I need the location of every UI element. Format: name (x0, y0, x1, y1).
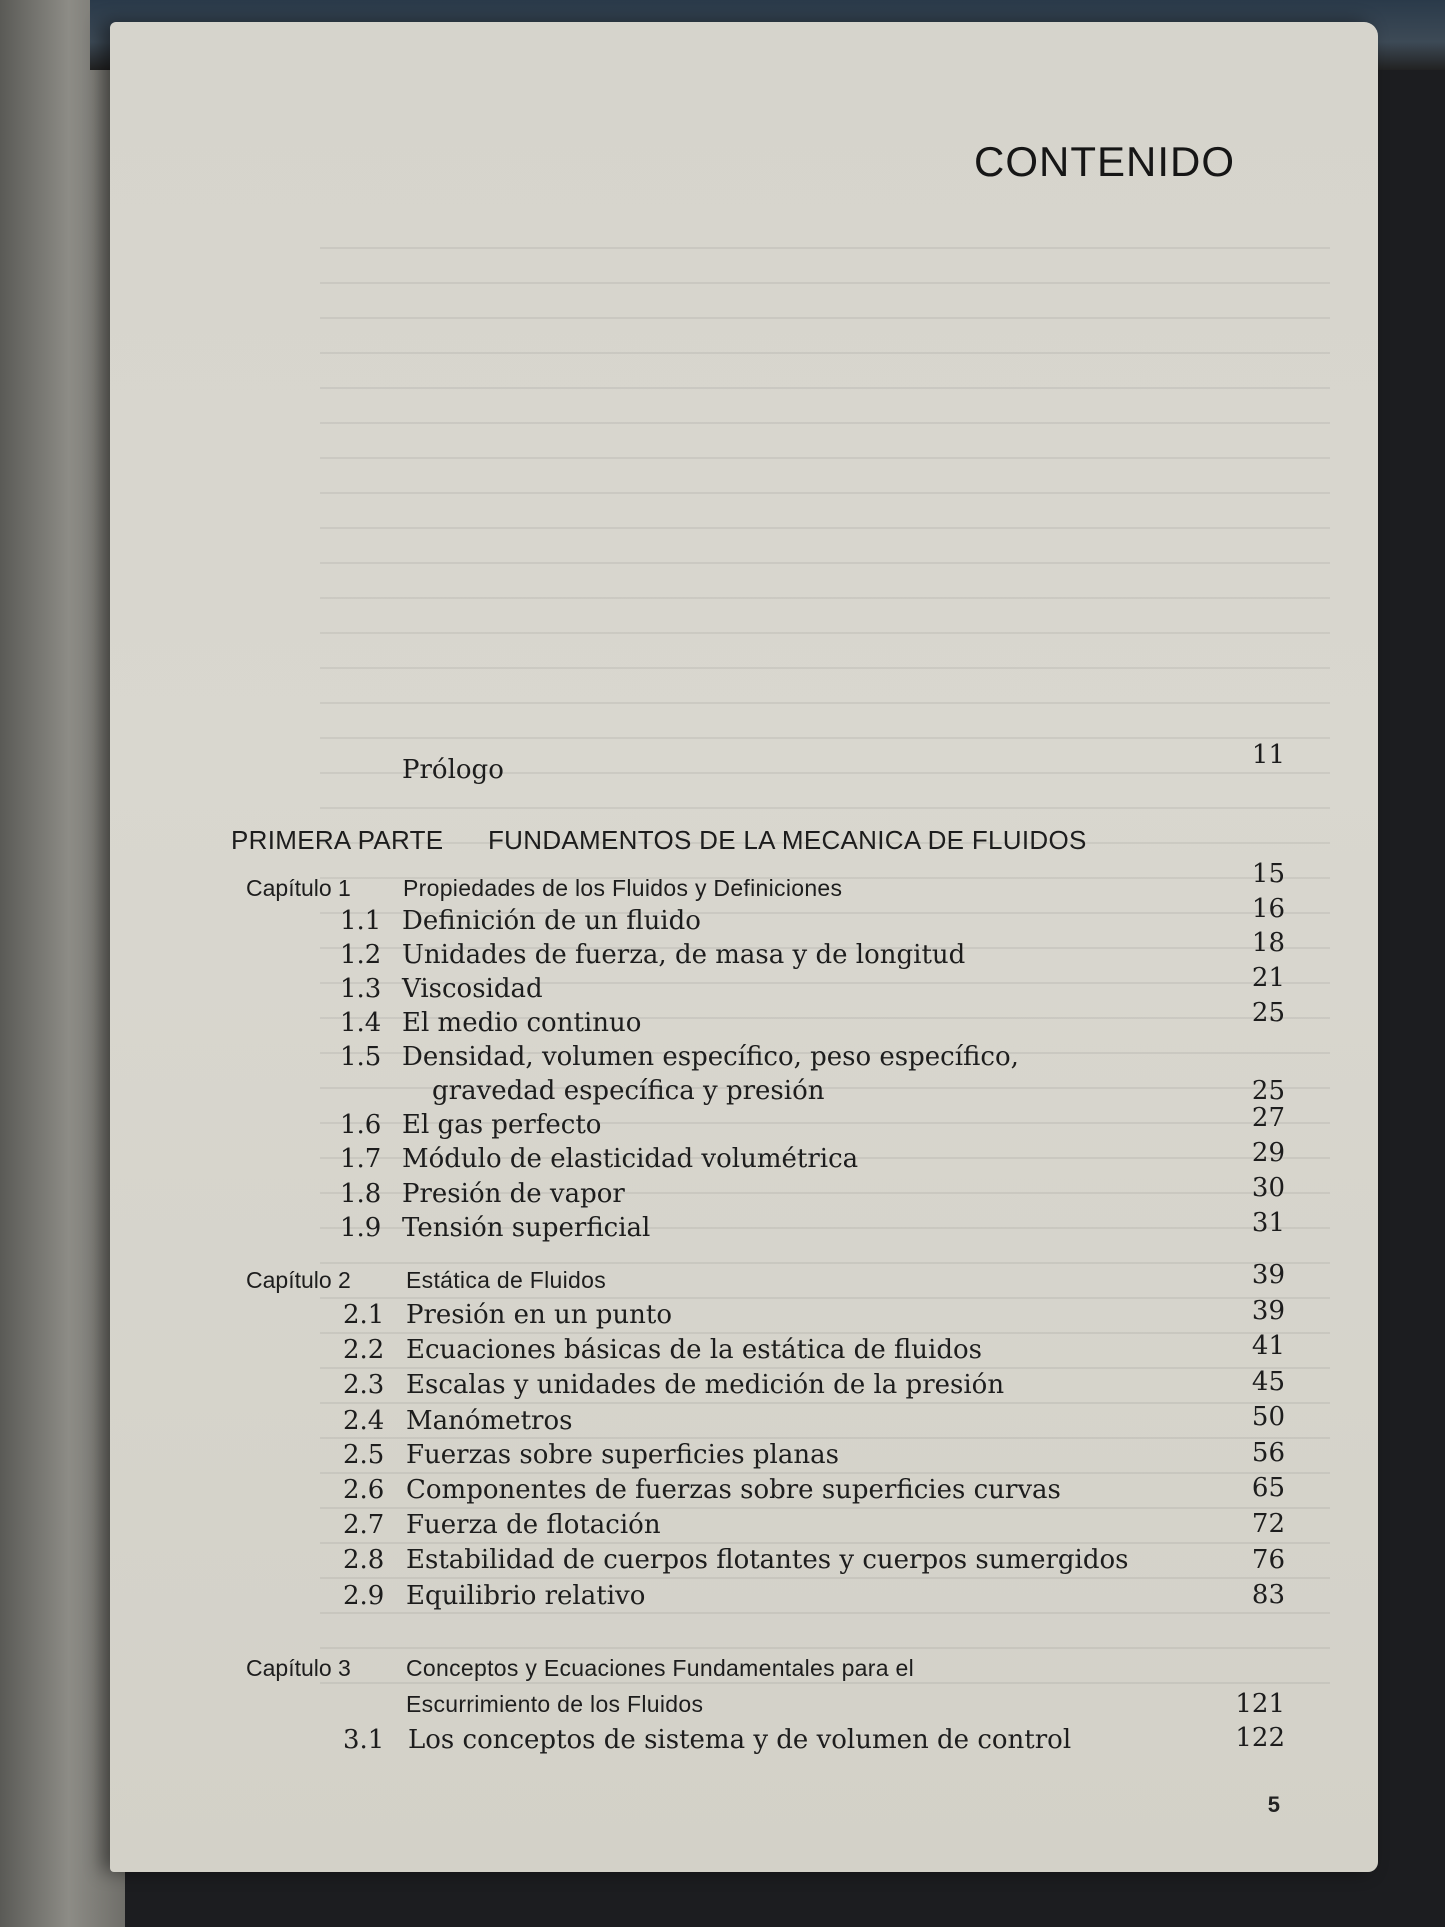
section-page-row (0, 1577, 1445, 1613)
section-page: 29 (1251, 1138, 1285, 1168)
section-title-continued: gravedad específica y presión (432, 1076, 825, 1106)
section-title: Los conceptos de sistema y de volumen de control (408, 1725, 1072, 1755)
section-title: Módulo de elasticidad volumétrica (402, 1144, 859, 1174)
chapter-label: Capítulo 1 (246, 875, 351, 901)
page-number: 5 (1267, 1792, 1280, 1817)
section-page: 122 (1235, 1723, 1285, 1753)
section-title: Ecuaciones básicas de la estática de fluidos (406, 1335, 983, 1365)
section-page-row (0, 1100, 1445, 1136)
section-page-row (0, 995, 1445, 1031)
section-title: Fuerzas sobre superficies planas (406, 1440, 839, 1470)
section-number: 2.2 (343, 1335, 385, 1365)
section-number: 1.3 (340, 974, 382, 1004)
chapter-page: 15 (1251, 859, 1285, 889)
section-page-row (0, 1135, 1445, 1171)
section-page: 31 (1251, 1208, 1285, 1238)
section-title: Escalas y unidades de medición de la presión (406, 1370, 1005, 1400)
section-page: 65 (1251, 1473, 1285, 1503)
section-page-row (0, 1542, 1445, 1578)
section-title: Viscosidad (402, 974, 543, 1004)
section-page: 18 (1251, 928, 1285, 958)
section-title: Tensión superficial (402, 1213, 651, 1243)
section-number: 2.4 (343, 1406, 385, 1436)
section-page-row (0, 1720, 1445, 1756)
section-number: 1.7 (340, 1144, 382, 1174)
section-title: Fuerza de flotación (406, 1510, 661, 1540)
section-number: 2.6 (343, 1475, 385, 1505)
section-page: 50 (1251, 1402, 1285, 1432)
section-title: El gas perfecto (402, 1110, 602, 1140)
section-number: 2.7 (343, 1510, 385, 1540)
section-title: Densidad, volumen específico, peso específico, (402, 1042, 1019, 1072)
section-number: 2.1 (343, 1300, 385, 1330)
section-page: 72 (1251, 1509, 1285, 1539)
section-page-row (0, 960, 1445, 996)
page-title: CONTENIDO (974, 138, 1235, 185)
section-page: 83 (1251, 1580, 1285, 1610)
section-page-row (0, 1328, 1445, 1364)
section-page: 56 (1251, 1438, 1285, 1468)
section-page-row (0, 1399, 1445, 1435)
section-page: 21 (1251, 963, 1285, 993)
prologue-label: Prólogo (402, 755, 504, 785)
section-title: Manómetros (406, 1406, 573, 1436)
section-page-row (0, 1293, 1445, 1329)
chapter-heading (0, 1650, 1445, 1686)
section-number: 1.4 (340, 1008, 382, 1038)
section-page: 27 (1251, 1103, 1285, 1133)
section-page: 45 (1251, 1367, 1285, 1397)
chapter-title-continued: Escurrimiento de los Fluidos (406, 1691, 704, 1717)
chapter-title: Estática de Fluidos (406, 1267, 607, 1293)
part-heading (0, 822, 1445, 858)
section-number: 1.5 (340, 1042, 382, 1072)
section-number: 2.3 (343, 1370, 385, 1400)
section-title: Estabilidad de cuerpos flotantes y cuerpos sumergidos (406, 1545, 1129, 1575)
section-page: 39 (1251, 1296, 1285, 1326)
toc-entry (0, 1039, 1445, 1075)
section-title: Unidades de fuerza, de masa y de longitud (402, 940, 966, 970)
section-number: 2.8 (343, 1545, 385, 1575)
toc-prologue-page-row (0, 737, 1445, 773)
section-page-row (0, 925, 1445, 961)
section-page: 25 (1251, 1076, 1285, 1106)
part-title: FUNDAMENTOS DE LA MECANICA DE FLUIDOS (488, 825, 1087, 855)
section-page-row (0, 1205, 1445, 1241)
section-page: 41 (1251, 1331, 1285, 1361)
chapter-heading-continued (0, 1686, 1445, 1722)
prologue-page: 11 (1251, 740, 1285, 770)
section-title: Presión de vapor (402, 1179, 625, 1209)
chapter-page: 39 (1251, 1260, 1285, 1290)
section-title: Definición de un fluido (402, 906, 701, 936)
section-number: 2.5 (343, 1440, 385, 1470)
section-page: 25 (1251, 998, 1285, 1028)
section-number: 1.9 (340, 1213, 382, 1243)
section-page-row (0, 891, 1445, 927)
chapter-page: 121 (1235, 1689, 1285, 1719)
chapter-title: Propiedades de los Fluidos y Definiciones (403, 875, 843, 901)
section-number: 1.1 (340, 906, 382, 936)
section-title: Componentes de fuerzas sobre superficies curvas (406, 1475, 1061, 1505)
section-number: 1.8 (340, 1179, 382, 1209)
section-number: 2.9 (343, 1581, 385, 1611)
section-page-row (0, 1170, 1445, 1206)
section-page: 76 (1251, 1545, 1285, 1575)
section-title: Presión en un punto (406, 1300, 673, 1330)
chapter-title: Conceptos y Ecuaciones Fundamentales para el (406, 1655, 914, 1681)
section-page-row (0, 1470, 1445, 1506)
section-title: Equilibrio relativo (406, 1581, 646, 1611)
chapter-page-row (0, 1257, 1445, 1293)
section-page-row (0, 1506, 1445, 1542)
chapter-label: Capítulo 3 (246, 1655, 351, 1681)
chapter-page-row (0, 856, 1445, 892)
section-number: 1.2 (340, 940, 382, 970)
section-page-row (0, 1364, 1445, 1400)
section-number: 3.1 (343, 1725, 385, 1755)
section-page-row (0, 1435, 1445, 1471)
chapter-label: Capítulo 2 (246, 1267, 351, 1293)
section-page: 16 (1251, 894, 1285, 924)
section-number: 1.6 (340, 1110, 382, 1140)
part-label: PRIMERA PARTE (231, 825, 444, 855)
section-title: El medio continuo (402, 1008, 642, 1038)
section-page: 30 (1251, 1173, 1285, 1203)
